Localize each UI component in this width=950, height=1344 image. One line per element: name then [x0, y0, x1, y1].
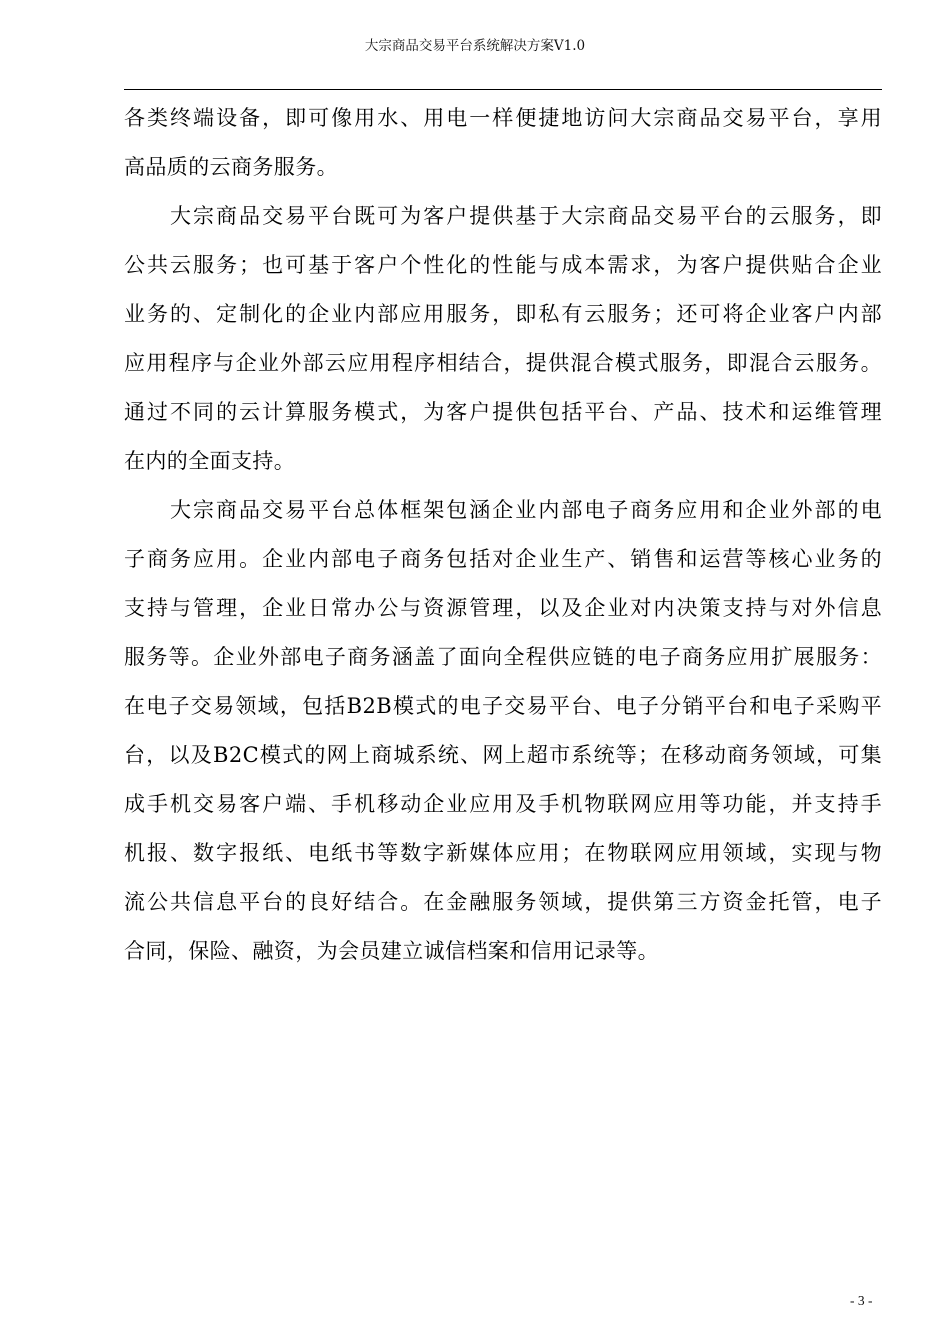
paragraph-line: 子商务应用。企业内部电子商务包括对企业生产、销售和运营等核心业务的 [124, 547, 882, 571]
paragraph-line: 在内的全面支持。 [124, 449, 296, 473]
paragraph-line: 台，以及B2C模式的网上商城系统、网上超市系统等；在移动商务领域，可集 [124, 743, 882, 767]
paragraph-line: 各类终端设备，即可像用水、用电一样便捷地访问大宗商品交易平台，享用 [124, 106, 882, 130]
paragraph-line: 应用程序与企业外部云应用程序相结合，提供混合模式服务，即混合云服务。 [124, 351, 882, 375]
paragraph-line: 业务的、定制化的企业内部应用服务，即私有云服务；还可将企业客户内部 [124, 302, 882, 326]
paragraph-line: 服务等。企业外部电子商务涵盖了面向全程供应链的电子商务应用扩展服务： [124, 645, 882, 669]
paragraph-line: 高品质的云商务服务。 [124, 155, 338, 179]
paragraph-line: 在电子交易领域，包括B2B模式的电子交易平台、电子分销平台和电子采购平 [124, 694, 882, 718]
paragraph-line: 大宗商品交易平台既可为客户提供基于大宗商品交易平台的云服务，即 [170, 204, 882, 228]
paragraph-line: 大宗商品交易平台总体框架包涵企业内部电子商务应用和企业外部的电 [170, 498, 882, 522]
paragraph-3 [124, 486, 882, 976]
paragraph-1 [124, 94, 882, 192]
paragraph-line: 支持与管理，企业日常办公与资源管理，以及企业对内决策支持与对外信息 [124, 596, 882, 620]
page-number: - 3 - [850, 1293, 873, 1308]
document-body [124, 94, 882, 976]
paragraph-line: 机报、数字报纸、电纸书等数字新媒体应用；在物联网应用领域，实现与物 [124, 841, 882, 865]
paragraph-2 [124, 192, 882, 486]
paragraph-line: 合同，保险、融资，为会员建立诚信档案和信用记录等。 [124, 939, 659, 963]
paragraph-line: 成手机交易客户端、手机移动企业应用及手机物联网应用等功能，并支持手 [124, 792, 882, 816]
header-divider [124, 89, 882, 90]
page-header-title: 大宗商品交易平台系统解决方案V1.0 [364, 38, 586, 54]
paragraph-line: 流公共信息平台的良好结合。在金融服务领域，提供第三方资金托管，电子 [124, 890, 882, 914]
paragraph-line: 公共云服务；也可基于客户个性化的性能与成本需求，为客户提供贴合企业 [124, 253, 882, 277]
paragraph-line: 通过不同的云计算服务模式，为客户提供包括平台、产品、技术和运维管理 [124, 400, 882, 424]
